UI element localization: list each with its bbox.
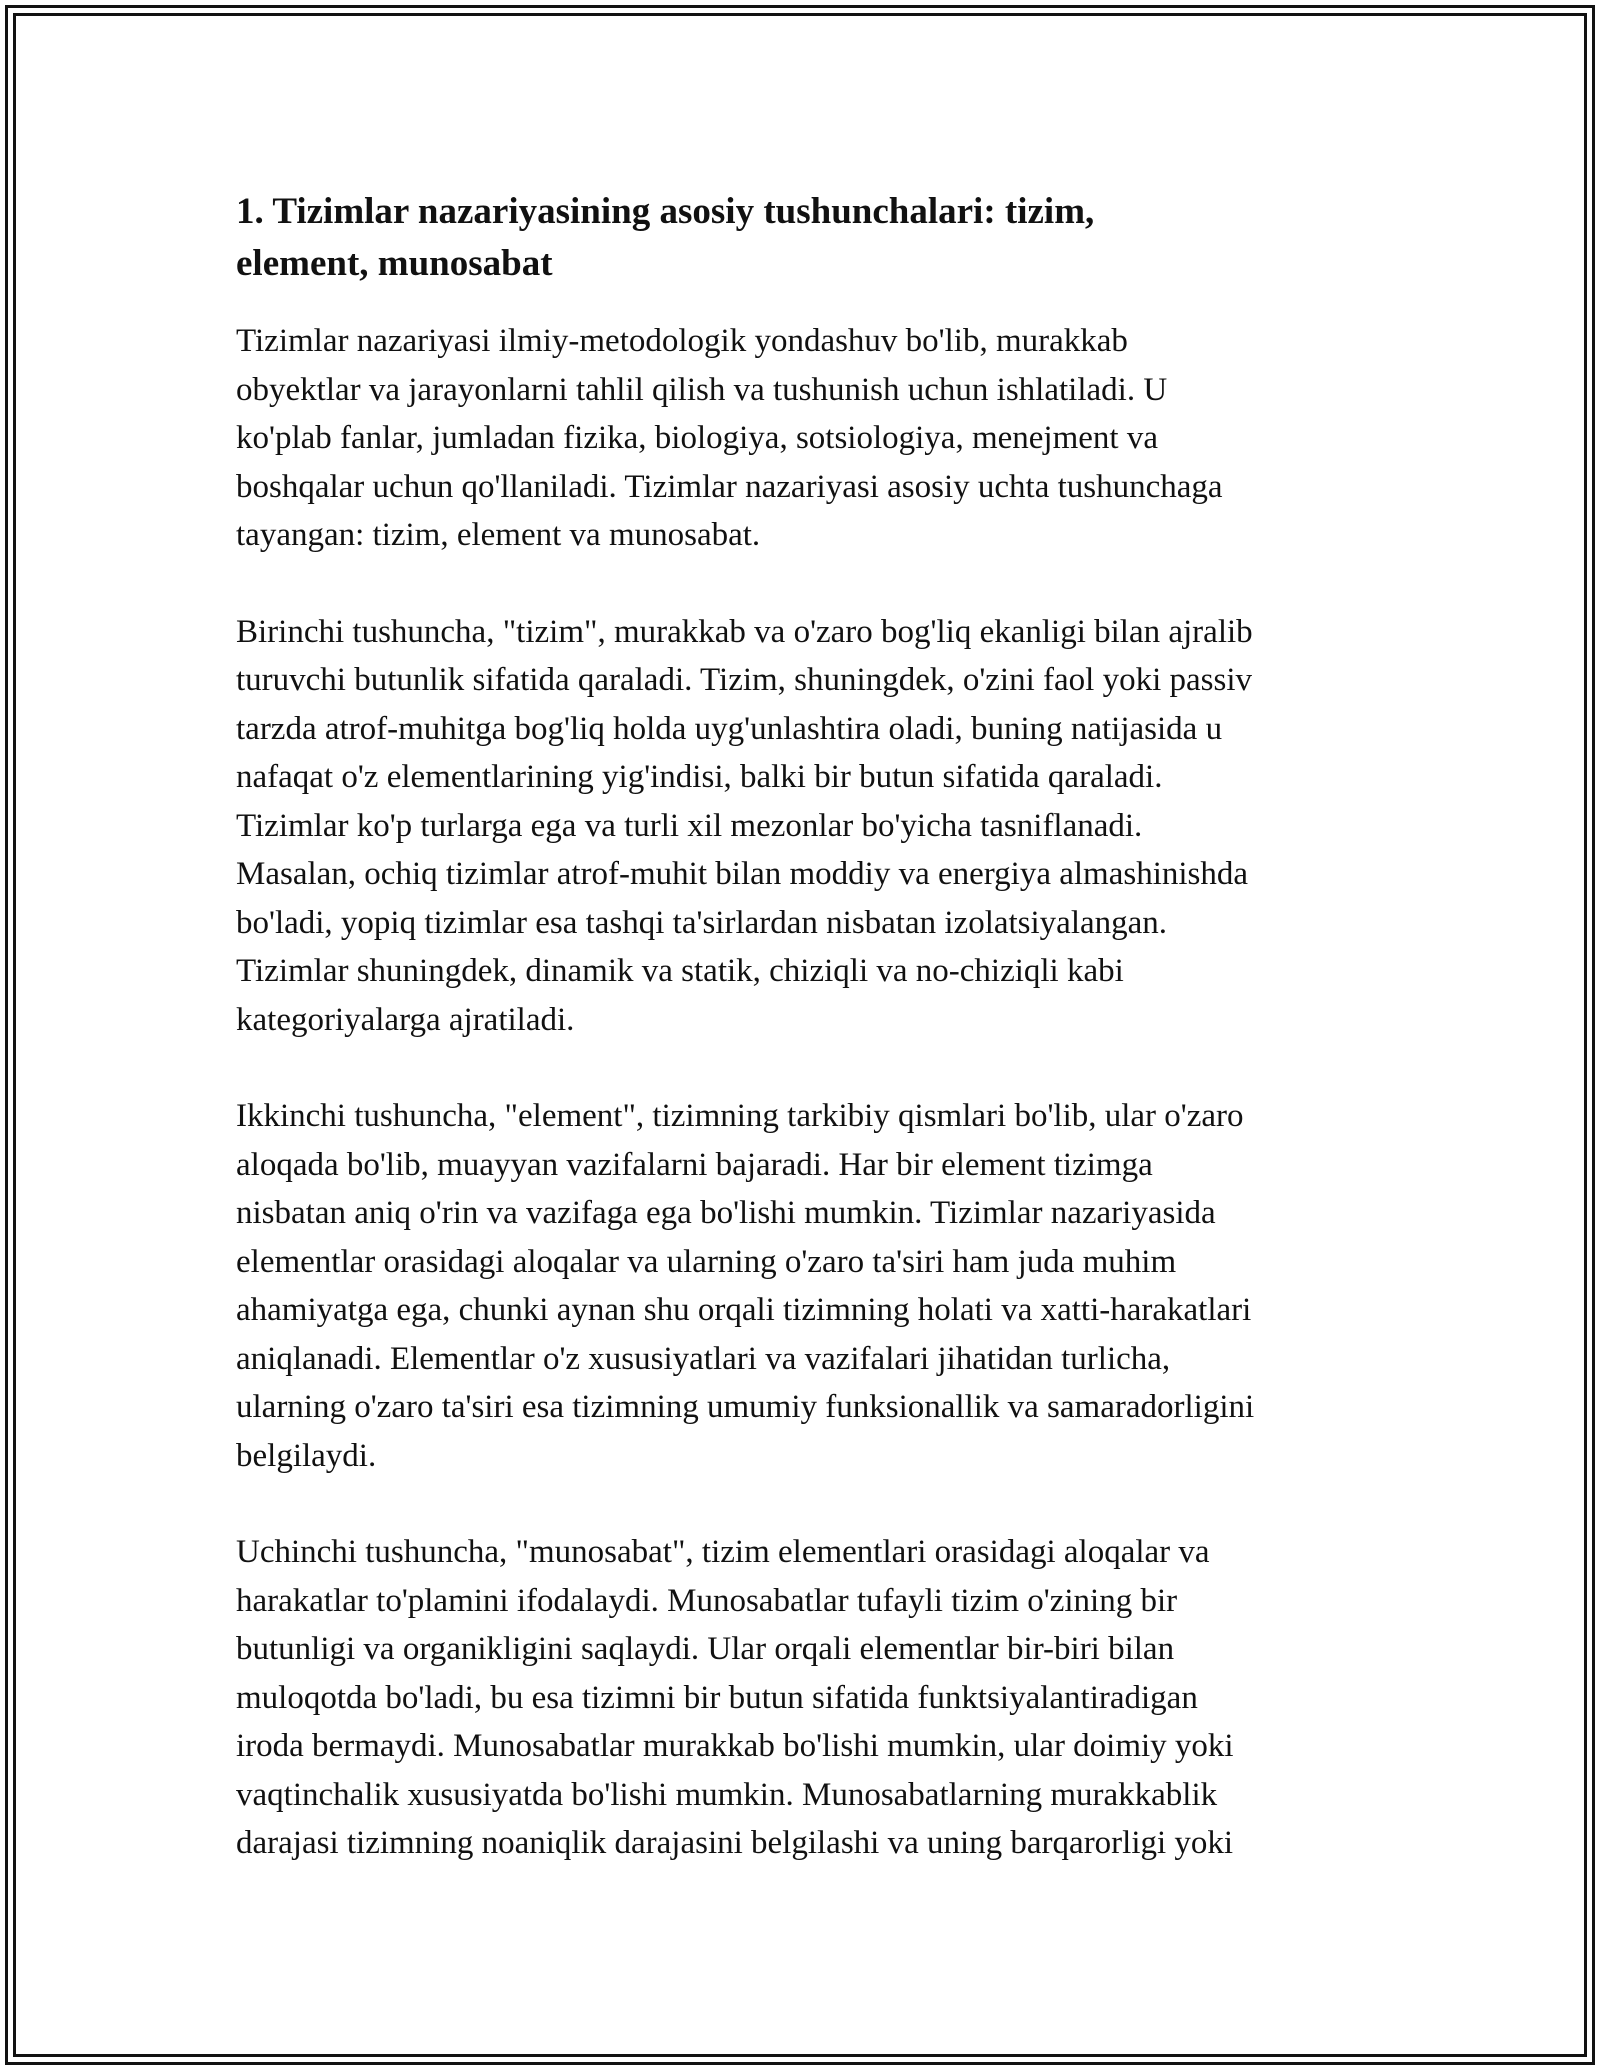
paragraph-tizim: Birinchi tushuncha, "tizim", murakkab va o'zaro bog'liq ekanligi bilan ajralib turuvchi butunlik sifatida qaraladi. Tizim, shuningdek, o'zini faol yoki passiv tarzda atrof-muhitga bog'liq holda uyg'unlashtira oladi, buning natijasida u nafaqat o'z elementlarining yig'indisi, balki bir butun sifatida qaraladi. Tizimlar ko'p turlarga ega va turli xil mezonlar bo'yicha tasniflanadi. Masalan, ochiq tizimlar atrof-muhit bilan moddiy va energiya almashinishda bo'ladi, yopiq tizimlar esa tashqi ta'sirlardan nisbatan izolatsiyalangan. Tizimlar shuningdek, dinamik va statik, chiziqli va no-chiziqli kabi kategoriyalarga ajratiladi. <box>236 613 1253 1038</box>
document-body <box>236 186 1376 1868</box>
paragraph-element: Ikkinchi tushuncha, "element", tizimning tarkibiy qismlari bo'lib, ular o'zaro aloqada bo'lib, muayyan vazifalarni bajaradi. Har bir element tizimga nisbatan aniq o'rin va vazifaga ega bo'lishi mumkin. Tizimlar nazariyasida elementlar orasidagi aloqalar va ularning o'zaro ta'siri ham juda muhim ahamiyatga ega, chunki aynan shu orqali tizimning holati va xatti-harakatlari aniqlanadi. Elementlar o'z xususiyatlari va vazifalari jihatidan turlicha, ularning o'zaro ta'siri esa tizimning umumiy funksionallik va samaradorligini belgilaydi. <box>236 1098 1255 1474</box>
paragraph-intro: Tizimlar nazariyasi ilmiy-metodologik yondashuv bo'lib, murakkab obyektlar va jarayonlarni tahlil qilish va tushunish uchun ishlatiladi. U ko'plab fanlar, jumladan fizika, biologiya, sotsiologiya, menejment va boshqalar uchun qo'llaniladi. Tizimlar nazariyasi asosiy uchta tushunchaga tayangan: tizim, element va munosabat. <box>236 323 1223 553</box>
section-heading: 1. Tizimlar nazariyasining asosiy tushunchalari: tizim, element, munosabat <box>236 191 1095 284</box>
paragraph-munosabat: Uchinchi tushuncha, "munosabat", tizim elementlari orasidagi aloqalar va harakatlar to'plamini ifodalaydi. Munosabatlar tufayli tizim o'zining bir butunligi va organikligini saqlaydi. Ular orqali elementlar bir-biri bilan muloqotda bo'ladi, bu esa tizimni bir butun sifatida funktsiyalantiradigan iroda bermaydi. Munosabatlar murakkab bo'lishi mumkin, ular doimiy yoki vaqtinchalik xususiyatda bo'lishi mumkin. Munosabatlarning murakkablik darajasi tizimning noaniqlik darajasini belgilashi va uning barqarorligi yoki <box>236 1534 1234 1861</box>
